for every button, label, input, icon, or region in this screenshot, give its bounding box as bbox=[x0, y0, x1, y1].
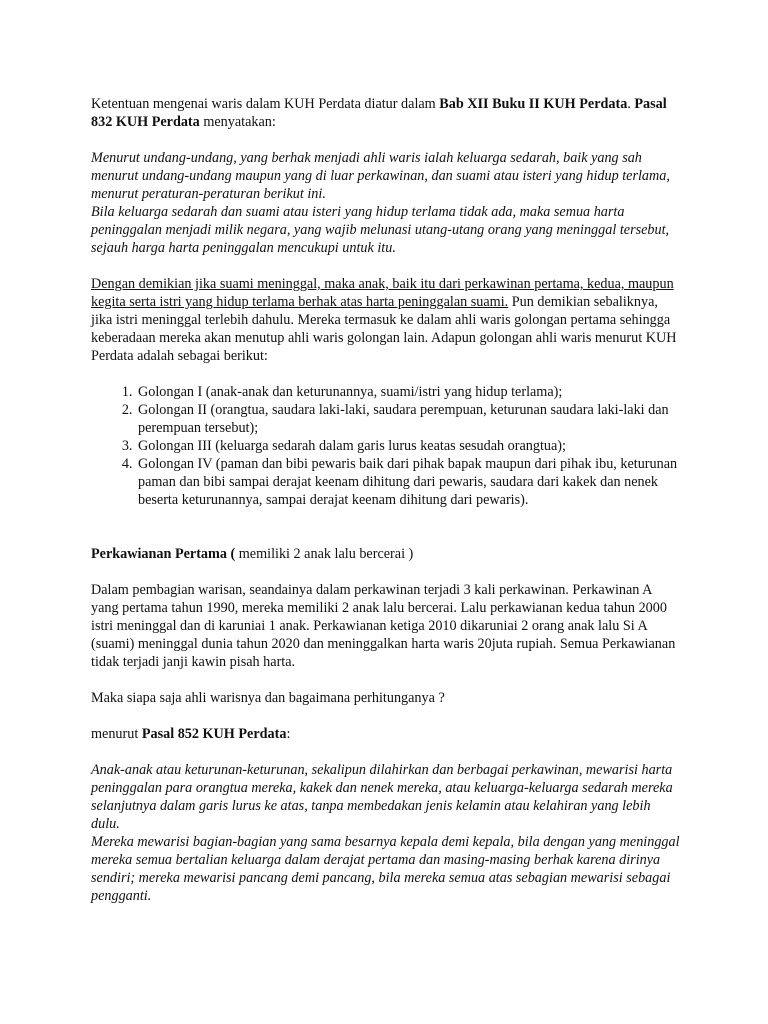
golongan-item: 2. Golongan II (orangtua, saudara laki-laki, saudara perempuan, keturunan saudara laki-laki dan perempuan tersebut); bbox=[136, 401, 681, 437]
pasal-852-intro-text: menurut bbox=[91, 726, 142, 742]
case-heading-rest: memiliki 2 anak lalu bercerai ) bbox=[235, 546, 414, 562]
intro-text: Ketentuan mengenai waris dalam KUH Perdata diatur dalam bbox=[91, 96, 440, 112]
pasal-832-quote-p2: Bila keluarga sedarah dan suami atau isteri yang hidup terlama tidak ada, maka semua harta peninggalan menjadi milik negara, yang wajib melunasi utang-utang orang yang meninggal tersebut, sejauh harga harta peninggalan mencukupi untuk itu. bbox=[91, 204, 670, 256]
explanation-underlined: Dengan demikian jika suami meninggal, maka anak, baik itu dari perkawinan pertama, kedua, maupun kegita serta istri yang hidup terlama berhak atas harta peninggalan suami. bbox=[91, 276, 674, 310]
case-question: Maka siapa saja ahli warisnya dan bagaimana perhitunganya ? bbox=[91, 690, 445, 706]
pasal-852-quote-p2: Mereka mewarisi bagian-bagian yang sama besarnya kepala demi kepala, bila dengan yang meninggal mereka semua bertalian keluarga dalam derajat pertama dan masing-masing berhak karena dirinya sendiri; mereka mewarisi pancang demi pancang, bila mereka semua atas sebagian mewarisi sebagai pengganti. bbox=[91, 834, 680, 904]
intro-bab-reference: Bab XII Buku II KUH Perdata bbox=[439, 96, 628, 112]
pasal-852-intro bbox=[91, 725, 681, 743]
intro-text-end: menyatakan: bbox=[199, 114, 276, 130]
pasal-852-reference: Pasal 852 KUH Perdata bbox=[141, 726, 287, 742]
pasal-852-colon: : bbox=[286, 726, 291, 742]
case-heading-bold: Perkawianan Pertama ( bbox=[91, 546, 236, 562]
intro-text-separator: . bbox=[627, 96, 635, 112]
intro-pasal-832-reference: Pasal 832 KUH Perdata bbox=[91, 96, 667, 130]
intro-paragraph bbox=[91, 95, 681, 131]
golongan-list bbox=[91, 383, 681, 509]
case-body: Dalam pembagian warisan, seandainya dalam perkawinan terjadi 3 kali perkawinan. Perkawinan A yang pertama tahun 1990, mereka memiliki 2 anak lalu bercerai. Lalu perkawianan kedua tahun 2000 istri meninggal dan di karuniai 1 anak. Perkawianan ketiga 2010 dikaruniai 2 orang anak lalu Si A (suami) meninggal dunia tahun 2020 dan meninggalkan harta waris 20juta rupiah. Semua Perkawianan tidak terjadi janji kawin pisah harta. bbox=[91, 582, 676, 670]
explanation-paragraph bbox=[91, 275, 681, 365]
golongan-item: 3. Golongan III (keluarga sedarah dalam garis lurus keatas sesudah orangtua); bbox=[136, 437, 681, 455]
pasal-852-quote-p1: Anak-anak atau keturunan-keturunan, sekalipun dilahirkan dan berbagai perkawinan, mewarisi harta peninggalan para orangtua mereka, kakek dan nenek mereka, atau keluarga-keluarga sedarah mereka selanjutnya dalam garis lurus ke atas, tanpa membedakan jenis kelamin atau kelahiran yang lebih dulu. bbox=[91, 762, 673, 832]
explanation-rest: Pun demikian sebaliknya, jika istri meninggal terlebih dahulu. Mereka termasuk ke dalam ahli waris golongan pertama sehingga keberadaan mereka akan menutup ahli waris golongan lain. Adapun golongan ahli waris menurut KUH Perdata adalah sebagai berikut: bbox=[91, 294, 677, 364]
pasal-832-quote-p1: Menurut undang-undang, yang berhak menjadi ahli waris ialah keluarga sedarah, baik yang sah menurut undang-undang maupun yang di luar perkawinan, dan suami atau isteri yang hidup terlama, menurut peraturan-peraturan berikut ini. bbox=[91, 150, 670, 202]
document-page bbox=[91, 95, 681, 905]
case-heading bbox=[91, 545, 681, 563]
golongan-item: 4. Golongan IV (paman dan bibi pewaris baik dari pihak bapak maupun dari pihak ibu, keturunan paman dan bibi sampai derajat keenam dihitung dari pewaris, saudara dari kakek dan nenek beserta keturunannya, sampai derajat keenam dihitung dari pewaris). bbox=[136, 455, 681, 509]
golongan-item: 1. Golongan I (anak-anak dan keturunannya, suami/istri yang hidup terlama); bbox=[136, 383, 681, 401]
